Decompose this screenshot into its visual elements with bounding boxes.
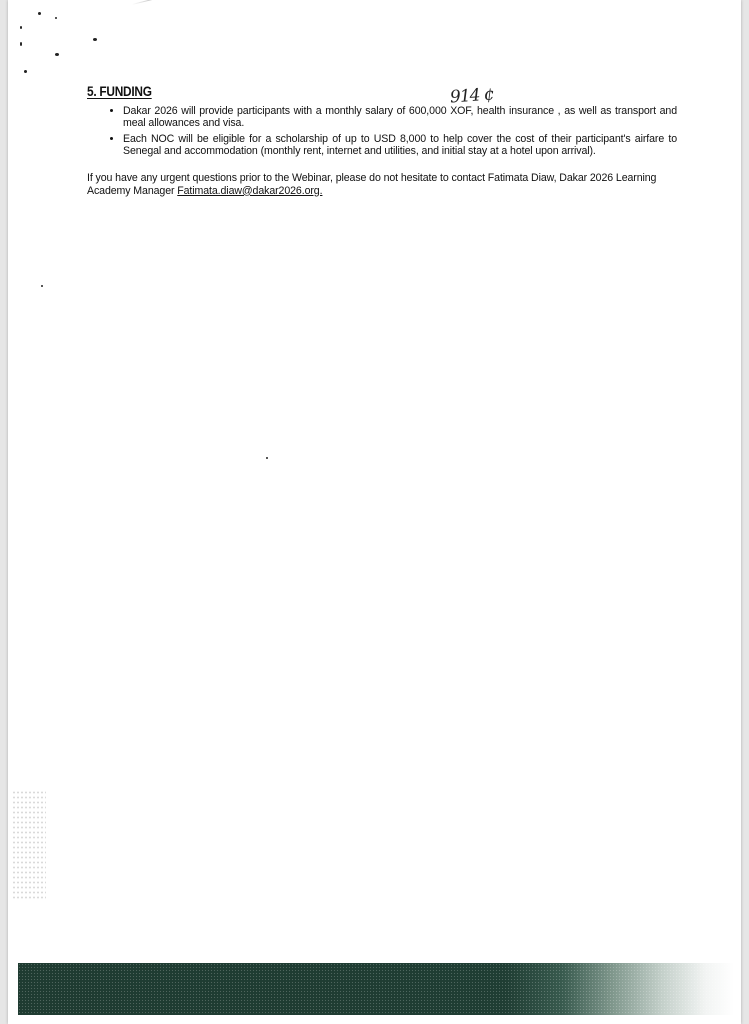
scan-speck	[266, 457, 268, 459]
funding-bullet-list	[87, 105, 677, 158]
section-heading: 5. FUNDING	[87, 84, 152, 99]
scan-speck	[24, 70, 27, 73]
scan-scratch-mark	[132, 0, 212, 5]
bullet-item-scholarship: • Each NOC will be eligible for a scholarship of up to USD 8,000 to help cover the cost of their participant's airfare to Senegal and accommodation (monthly rent, internet and utilities, and initial stay at a hotel upon arrival).	[123, 133, 677, 158]
contact-email-link[interactable]: Fatimata.diaw@dakar2026.org.	[177, 184, 323, 197]
scan-noise	[12, 790, 46, 900]
funding-section	[87, 84, 677, 198]
handwritten-note: 914 ¢	[449, 84, 495, 108]
contact-paragraph	[87, 172, 677, 198]
scan-speck	[93, 38, 97, 41]
scan-speck	[55, 53, 59, 56]
document-page	[8, 0, 741, 1024]
scan-speck	[55, 17, 57, 19]
contact-text: If you have any urgent questions prior to the Webinar, please do not hesitate to contact Fatimata Diaw, Dakar 2026 Learning Academy Manager	[87, 171, 657, 197]
bullet-item-salary: • Dakar 2026 will provide participants with a monthly salary of 600,000 XOF, health insurance , as well as transport and meal allowances and visa.	[123, 105, 677, 130]
scan-speck	[41, 285, 43, 287]
footer-band	[18, 963, 734, 1015]
scan-speck	[38, 12, 41, 15]
scan-speck	[20, 42, 22, 46]
scan-speck	[20, 26, 22, 29]
